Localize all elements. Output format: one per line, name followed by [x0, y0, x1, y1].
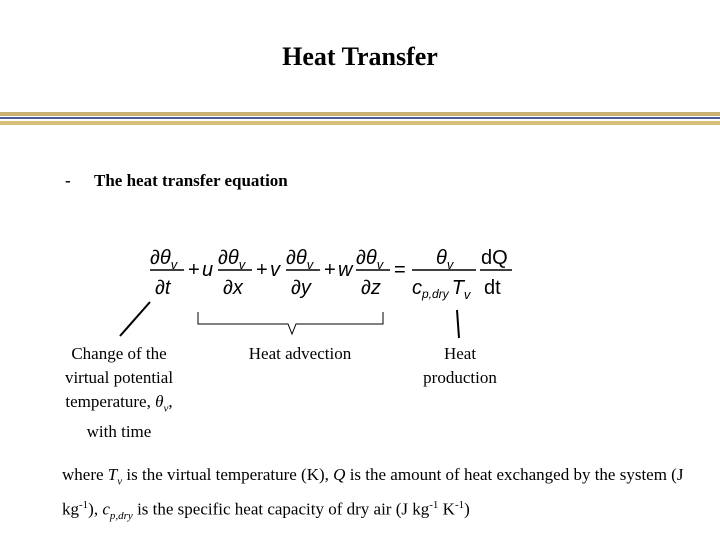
- eq-term-dtheta-dx: [218, 247, 252, 299]
- svg-text:∂y: ∂y: [291, 277, 311, 299]
- svg-text:u: u: [202, 259, 214, 281]
- svg-text:=: =: [394, 259, 406, 281]
- svg-text:∂θv: $\partial\theta_v$: [150, 247, 178, 272]
- title-rule-top: [0, 112, 720, 116]
- label-heat-production: Heat production: [423, 344, 497, 387]
- svg-text:w: w: [338, 259, 353, 281]
- slide-title: Heat Transfer: [282, 42, 438, 71]
- title-rule-middle: [0, 117, 720, 119]
- eq-term-dQ-dt: [480, 247, 512, 299]
- svg-text:dQ: dQ: [481, 247, 508, 269]
- svg-text:θv: $\theta_v$: [436, 247, 454, 272]
- svg-text:∂x: ∂x: [223, 277, 243, 299]
- eq-term-theta-over-cpT: [412, 247, 476, 302]
- svg-text:dt: dt: [484, 277, 501, 299]
- eq-term-dtheta-dy: [286, 247, 320, 299]
- title-rule-bottom: [0, 121, 720, 125]
- brace-heat-advection: [198, 312, 383, 334]
- svg-text:∂θv: $\partial\theta_v$: [356, 247, 384, 272]
- arrow-change-with-time: [120, 302, 150, 336]
- label-change-with-time: Change of the virtual potential temperature, $\theta_v$, with time: [64, 344, 174, 442]
- svg-text:cp,dryTv: $c_{p,dry}$ $T_v$: [412, 277, 471, 302]
- heat-transfer-equation: [140, 236, 520, 306]
- svg-text:v: v: [270, 259, 280, 281]
- definitions-paragraph: where $T_v$ is the virtual temperature (K), Q is the amount of heat exchanged by the system (J $kg^{-1}$), $c_{p,dry}$ is the specific heat capacity of dry air (J $kg^{-1}$ $K^{-1}$): [62, 465, 684, 523]
- bullet-marker: -: [65, 171, 71, 190]
- svg-text:∂θv: $\partial\theta_v$: [218, 247, 246, 272]
- label-heat-advection: Heat advection: [248, 344, 352, 363]
- svg-text:∂θv: $\partial\theta_v$: [286, 247, 314, 272]
- eq-term-dtheta-dt: [150, 247, 184, 299]
- arrow-heat-production: [457, 310, 459, 338]
- svg-text:∂t: ∂t: [155, 277, 171, 299]
- eq-term-dtheta-dz: [356, 247, 390, 299]
- bullet-text: The heat transfer equation: [94, 171, 288, 190]
- svg-text:+: +: [256, 259, 268, 281]
- svg-text:+: +: [188, 259, 200, 281]
- svg-text:∂z: ∂z: [361, 277, 381, 299]
- svg-text:+: +: [324, 259, 336, 281]
